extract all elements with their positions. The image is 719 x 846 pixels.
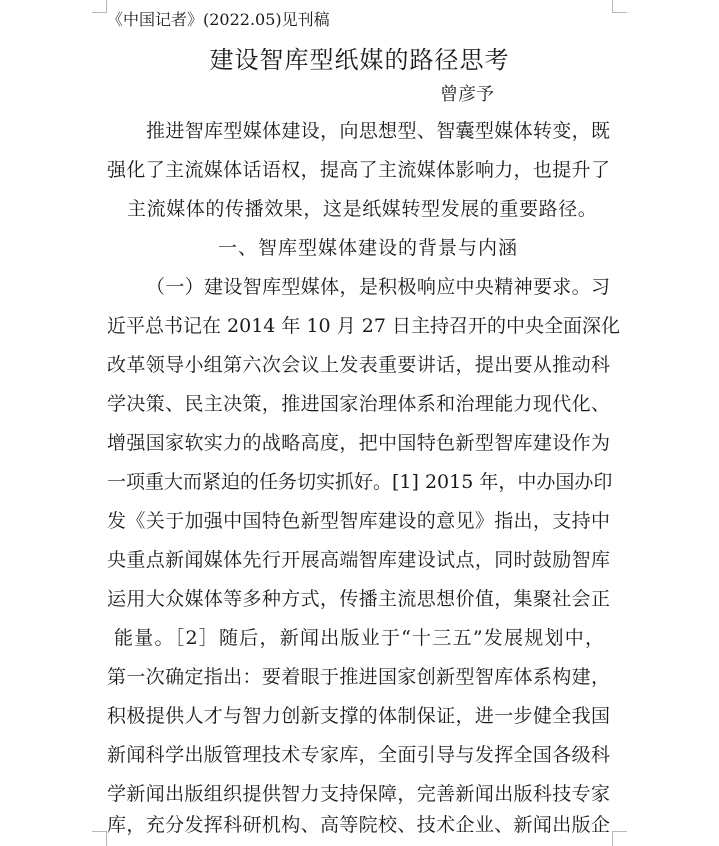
source-line: 《中国记者》(2022.05)见刊稿 (107, 10, 330, 29)
body-line: 发《关于加强中国特色新型智库建设的意见》指出，支持中 (107, 510, 610, 532)
body-line: 学决策、民主决策，推进国家治理体系和治理能力现代化、 (107, 393, 610, 415)
crop-mark-top-left (92, 0, 107, 13)
document-title: 建设智库型纸媒的路径思考 (209, 46, 510, 74)
body-line: 近平总书记在 2014 年 10 月 27 日主持召开的中央全面深化 (107, 315, 620, 337)
body-line: 学新闻出版组织提供智力支持保障，完善新闻出版科技专家 (107, 783, 610, 805)
body-line: 运用大众媒体等多种方式，传播主流思想价值，集聚社会正 (107, 588, 610, 610)
crop-mark-top-right (612, 0, 627, 13)
body-line: 积极提供人才与智力创新支撑的体制保证，进一步健全我国 (107, 705, 610, 727)
abstract-line: 主流媒体的传播效果，这是纸媒转型发展的重要路径。 (127, 198, 598, 220)
body-line: 第一次确定指出：要着眼于推进国家创新型智库体系构建， (107, 666, 610, 688)
body-line: 一项重大而紧迫的任务切实抓好。[1] 2015 年，中办国办印 (107, 471, 613, 493)
author-name: 曾彦予 (440, 84, 494, 105)
section-heading: 一、智库型媒体建设的背景与内涵 (218, 237, 519, 259)
crop-mark-bottom-left (92, 831, 107, 846)
body-line: 增强国家软实力的战略高度，把中国特色新型智库建设作为 (107, 432, 610, 454)
body-line: 央重点新闻媒体先行开展高端智库建设试点，同时鼓励智库 (107, 549, 610, 571)
body-line: 能量。［2］随后，新闻出版业于“十三五”发展规划中， (114, 627, 604, 649)
body-line: （一）建设智库型媒体，是积极响应中央精神要求。习 (146, 276, 610, 298)
abstract-line: 强化了主流媒体话语权，提高了主流媒体影响力，也提升了 (107, 159, 610, 181)
abstract-line: 推进智库型媒体建设，向思想型、智囊型媒体转变，既 (146, 120, 610, 142)
crop-mark-bottom-right (612, 831, 627, 846)
body-line: 库，充分发挥科研机构、高等院校、技术企业、新闻出版企 (107, 814, 610, 836)
body-line: 改革领导小组第六次会议上发表重要讲话，提出要从推动科 (107, 354, 610, 376)
body-line: 新闻科学出版管理技术专家库，全面引导与发挥全国各级科 (107, 744, 610, 766)
